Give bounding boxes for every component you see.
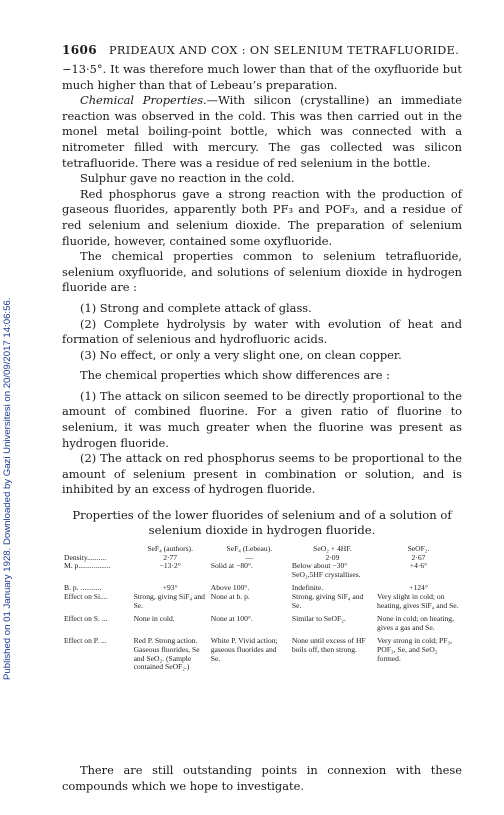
table-cell: 2·77 [163, 552, 178, 562]
section-label: Chemical Properties. [80, 93, 207, 108]
row-label: Effect on Si.... [64, 591, 108, 601]
table-cell: −13·2° [159, 561, 181, 571]
table-row [62, 615, 462, 632]
table-header-cell: SeF₄ (Lebeau). [226, 544, 273, 553]
paragraph: Sulphur gave no reaction in the cold. [80, 171, 295, 186]
row-label: Effect on P. ... [64, 636, 107, 646]
paragraph: Red phosphorus gave a strong reaction with the production of gaseous fluorides, apparently both PF₃ and POF₃, and a residue of red selenium and selenium dioxide. The preparation of selenium fluoride, however, contained some oxyfluoride. [62, 186, 462, 248]
paragraph-text: —With silicon (crystalline) an immediate reaction was observed in the cold. This was then carried out in the monel metal boiling-point bottle, which was connected with a nitrometer filled with mercury. The gas collected was silicon tetrafluoride. There was a residue of red selenium in the bottle. [62, 93, 462, 170]
closing-paragraph: There are still outstanding points in connexion with these compounds which we hope to investigate. [62, 763, 462, 793]
row-label: Density.......... [64, 552, 107, 562]
table-header-cell: SeO₂ + 4HF. [313, 544, 352, 553]
body-text [62, 62, 462, 498]
table-cell: Very slight in cold; on heating, gives SiF₄ and Se. [377, 591, 459, 610]
list-item: (3) No effect, or only a very slight one, on clean copper. [80, 347, 402, 362]
page-header [62, 43, 459, 57]
table-cell: — [245, 552, 254, 562]
table-cell: White P. Vivid action; gaseous fluorides and Se. [210, 636, 278, 663]
row-label: Effect on S. ... [64, 614, 108, 624]
paragraph: −13·5°. It was therefore much lower than that of the oxyfluoride but much higher than that of Lebeau’s preparation. [62, 62, 462, 92]
paragraph-chemical-properties [62, 93, 462, 171]
row-label: B. p. ........... [64, 583, 102, 593]
properties-table [62, 545, 462, 672]
list-item: (2) The attack on red phosphorus seems to be proportional to the amount of selenium present in combination or solution, and is inhibited by an excess of hydrogen fluoride. [62, 451, 462, 497]
table-caption: Properties of the lower fluorides of selenium and of a solution of selenium dioxide in hydrogen fluoride. [72, 508, 452, 538]
table-header-row [62, 545, 462, 554]
table-cell: +93° [162, 583, 178, 593]
table-row [62, 562, 462, 579]
table-row [62, 554, 462, 563]
download-watermark [2, 120, 16, 680]
list-item: (2) Complete hydrolysis by water with evolution of heat and formation of selenious and hydrofluoric acids. [62, 316, 462, 347]
table-cell: None at b. p. [210, 591, 250, 601]
table-cell: Very strong in cold; PF₃, POF₃, Se, and SeO₂ formed. [377, 636, 453, 663]
table-cell: Red P. Strong action. Gaseous fluorides, Se and SeO₂. (Sample contained SeOF₂.) [133, 636, 200, 672]
table-cell: 2·67 [411, 552, 426, 562]
row-label: M. p................. [64, 561, 111, 571]
page-number: 1606 [62, 43, 97, 57]
table-header-cell: SeOF₂. [407, 544, 430, 553]
table-cell: Strong, giving SiF₄ and Se. [291, 591, 364, 610]
table-cell: None in cold. [133, 614, 175, 624]
list-item: (1) Strong and complete attack of glass. [80, 300, 312, 315]
table-cell: +4·6° [409, 561, 428, 571]
table-cell: +124° [409, 583, 428, 593]
table-row [62, 593, 462, 610]
table-cell: Similar to SeOF₂. [291, 614, 346, 624]
table-cell: Strong, giving SiF₄ and Se. [133, 591, 205, 610]
table-cell: None at 100°. [210, 614, 253, 624]
list-item: (1) The attack on silicon seemed to be directly proportional to the amount of combined fluorine. For a given ratio of fluorine to selenium, it was much greater when the fluorine was present as hydrogen fluoride. [62, 388, 462, 450]
paragraph: The chemical properties which show differences are : [80, 368, 390, 383]
table-cell: Indefinite. [291, 583, 324, 593]
download-note: Published on 01 January 1928. Downloaded by Gazi Universitesi on 20/09/2017 14:06:56. [2, 297, 13, 680]
table-cell: Above 100°. [210, 583, 250, 593]
table-cell: None until excess of HF boils off, then strong. [291, 636, 366, 654]
table-cell: Solid at −80°. [210, 561, 253, 571]
running-title: PRIDEAUX AND COX : ON SELENIUM TETRAFLUORIDE. [108, 44, 460, 57]
paragraph: The chemical properties common to selenium tetrafluoride, selenium oxyfluoride, and solutions of selenium dioxide in hydrogen fluoride are : [62, 249, 462, 295]
table-row [62, 637, 462, 671]
table-cell: Below about −30° SeO₂,5HF crystallises. [291, 561, 361, 579]
table-cell: 2·09 [325, 552, 340, 562]
table-cell: None in cold; on heating, gives a gas and Se. [377, 614, 455, 632]
table-header-cell: SeF₄ (authors). [147, 544, 193, 553]
